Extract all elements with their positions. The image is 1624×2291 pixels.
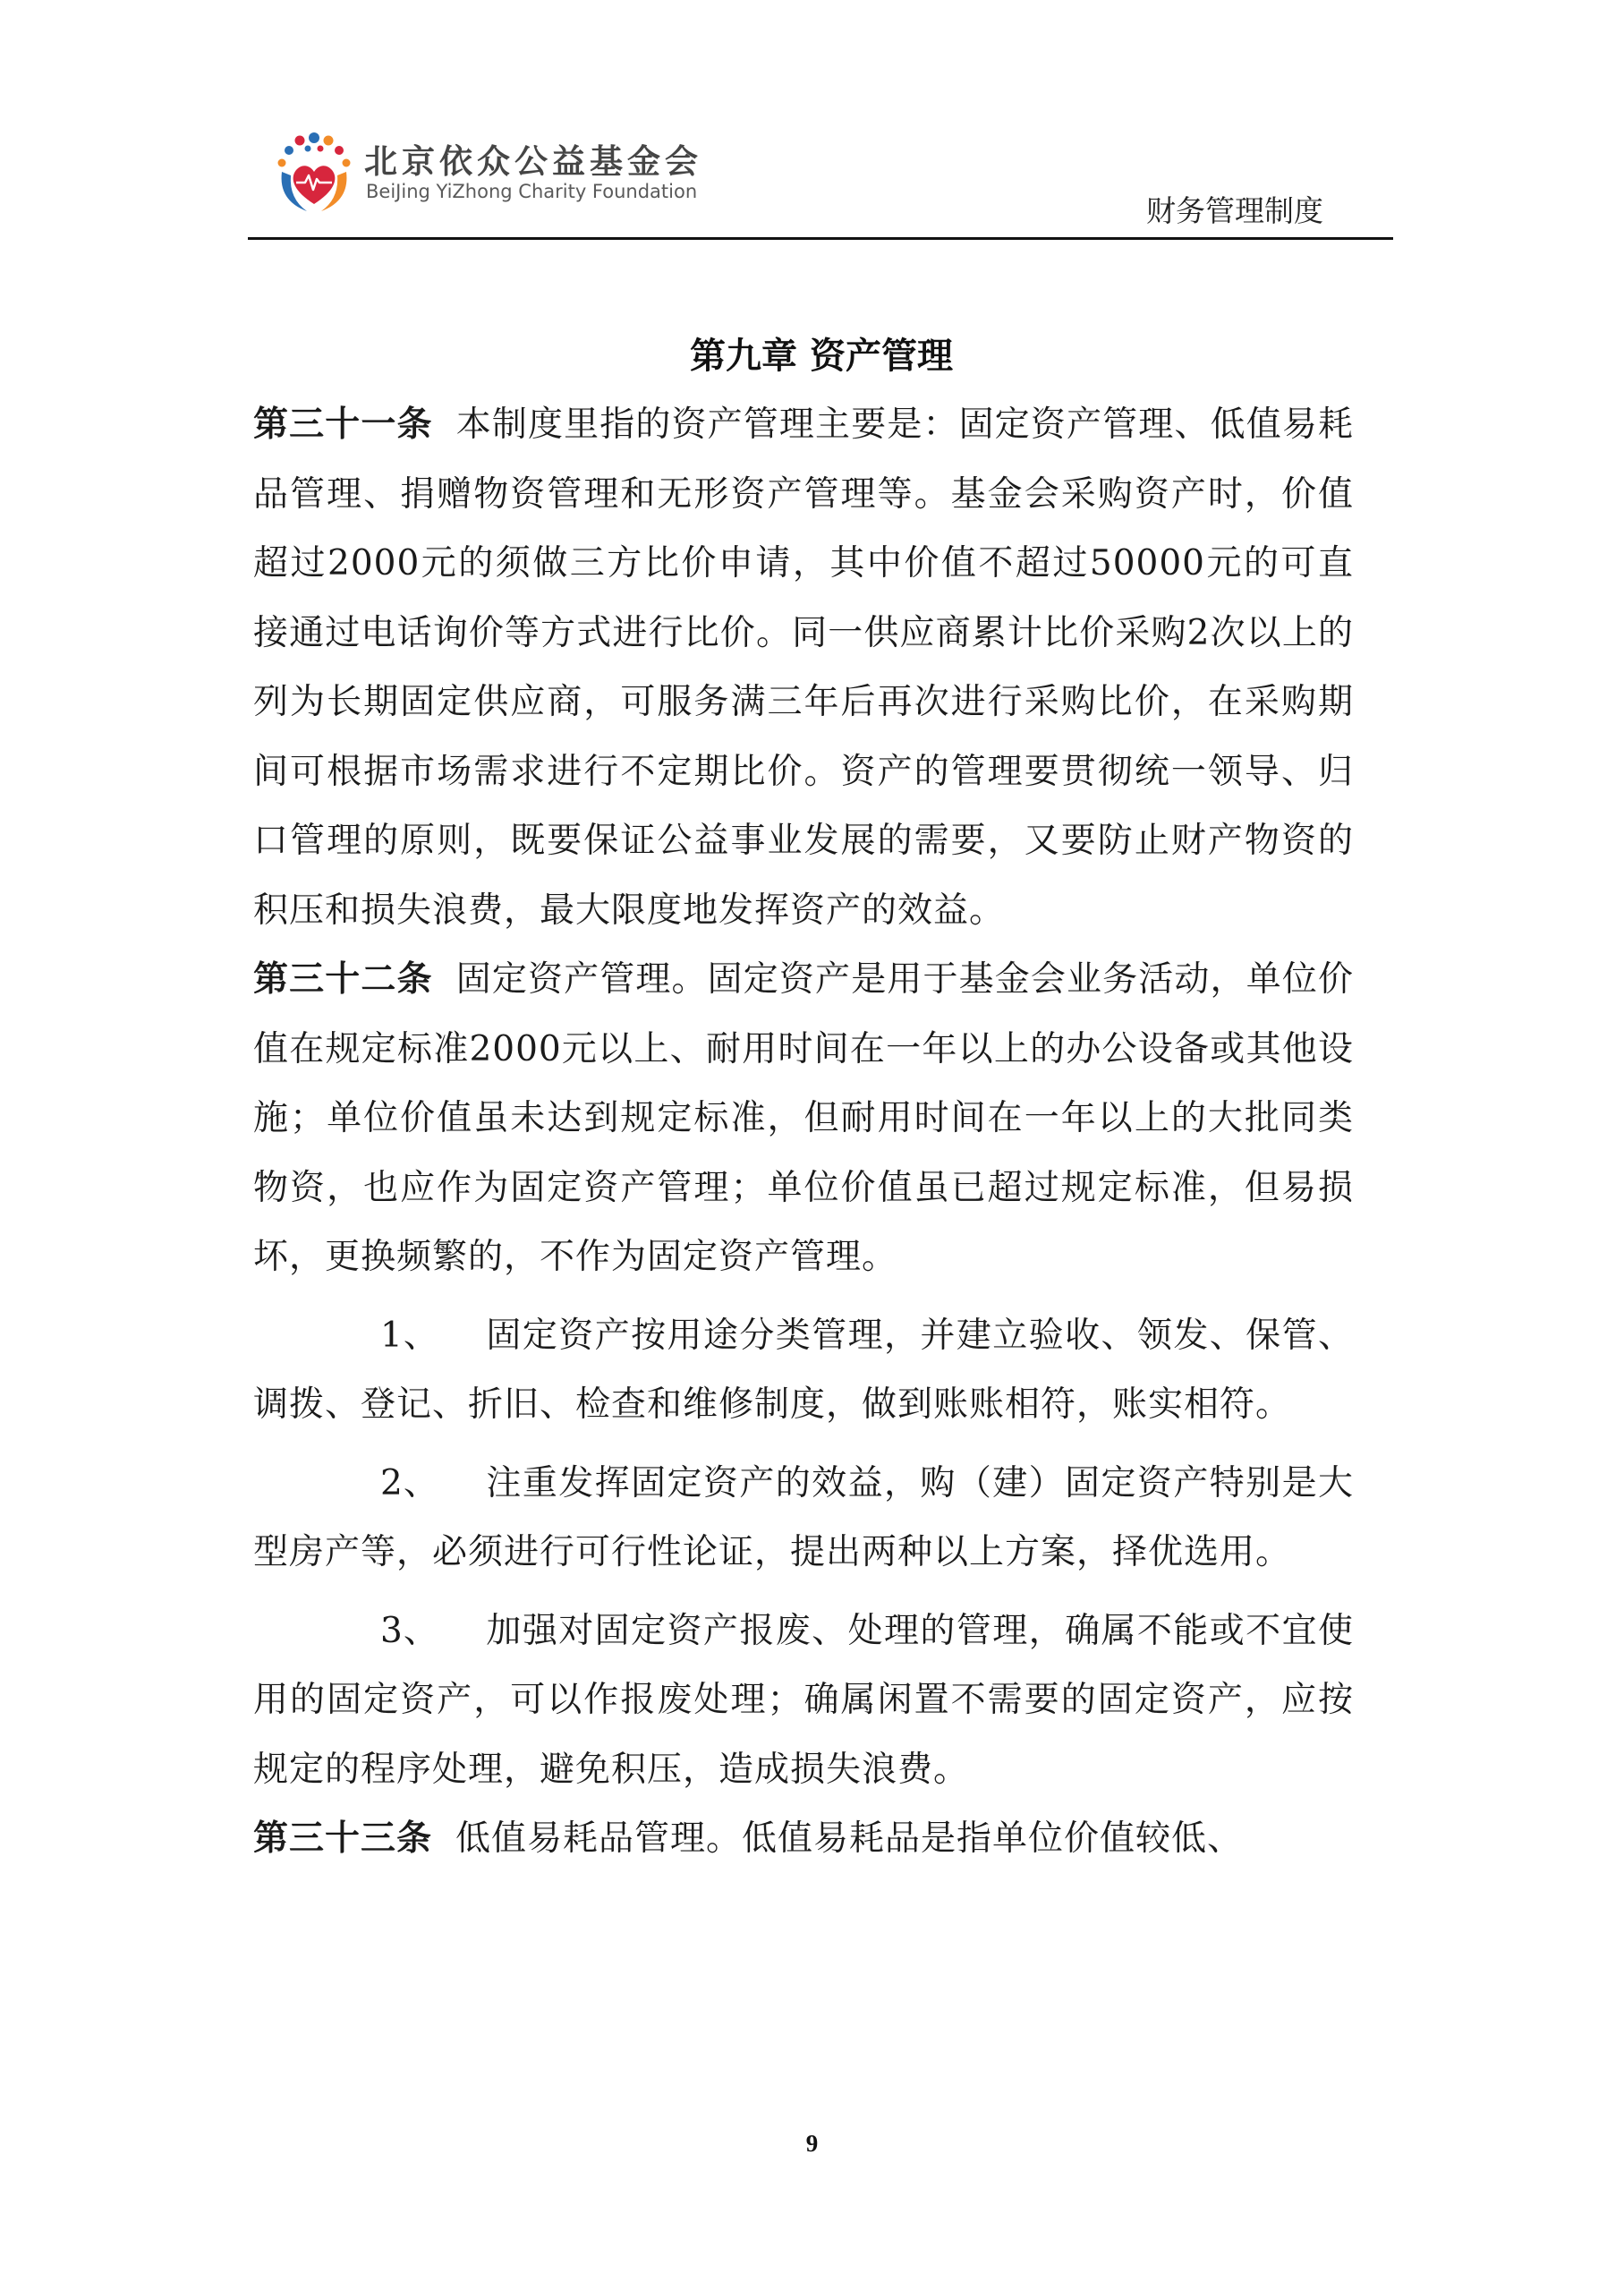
org-name-chinese: 北京依众公益基金会 [364, 142, 702, 181]
item-text: 加强对固定资产报废、处理的管理，确属不能或不宜使用的固定资产，可以作报废处理；确属闲置不需要的固定资产，应按规定的程序处理，避免积压，造成损失浪费。 [253, 1610, 1354, 1790]
item-number: 2、 [380, 1462, 439, 1503]
article-31 [253, 390, 1354, 945]
document-title: 财务管理制度 [1146, 193, 1323, 228]
item-text: 注重发挥固定资产的效益，购（建）固定资产特别是大型房产等，必须进行可行性论证，提出两种以上方案，择优选用。 [253, 1462, 1354, 1572]
item-number: 3、 [380, 1610, 439, 1651]
item-number: 1、 [380, 1315, 439, 1356]
article-32 [253, 945, 1354, 1292]
header-divider [248, 237, 1393, 240]
page-header [248, 125, 1393, 242]
article-text: 本制度里指的资产管理主要是：固定资产管理、低值易耗品管理、捐赠物资管理和无形资产管理等。基金会采购资产时，价值超过2000元的须做三方比价申请，其中价值不超过50000元的可直接通过电话询价等方式进行比价。同一供应商累计比价采购2次以上的列为长期固定供应商，可服务满三年后再次进行采购比价，在采购期间可根据市场需求进行不定期比价。资产的管理要贯彻统一领导、归口管理的原则，既要保证公益事业发展的需要，又要防止财产物资的积压和损失浪费，最大限度地发挥资产的效益。 [253, 405, 1354, 931]
article-label: 第三十三条 [253, 1818, 433, 1859]
chapter-title: 第九章 资产管理 [690, 336, 953, 377]
page-number: 9 [805, 2130, 819, 2157]
article-text: 固定资产管理。固定资产是用于基金会业务活动，单位价值在规定标准2000元以上、耐用时间在一年以上的办公设备或其他设施；单位价值虽未达到规定标准，但耐用时间在一年以上的大批同类物资，也应作为固定资产管理；单位价值虽已超过规定标准，但易损坏，更换频繁的，不作为固定资产管理。 [253, 959, 1354, 1277]
item-text: 固定资产按用途分类管理，并建立验收、领发、保管、调拨、登记、折旧、检查和维修制度，做到账账相符，账实相符。 [253, 1315, 1354, 1425]
list-item [253, 1449, 1354, 1588]
page-body [253, 322, 1354, 1874]
foundation-logo [269, 129, 359, 218]
article-label: 第三十一条 [253, 405, 433, 445]
org-name-english: BeiJing YiZhong Charity Foundation [366, 181, 698, 202]
article-33 [253, 1804, 1354, 1874]
article-text: 低值易耗品管理。低值易耗品是指单位价值较低、 [455, 1818, 1244, 1859]
article-label: 第三十二条 [253, 959, 433, 1000]
list-item [253, 1301, 1354, 1440]
list-item [253, 1597, 1354, 1805]
